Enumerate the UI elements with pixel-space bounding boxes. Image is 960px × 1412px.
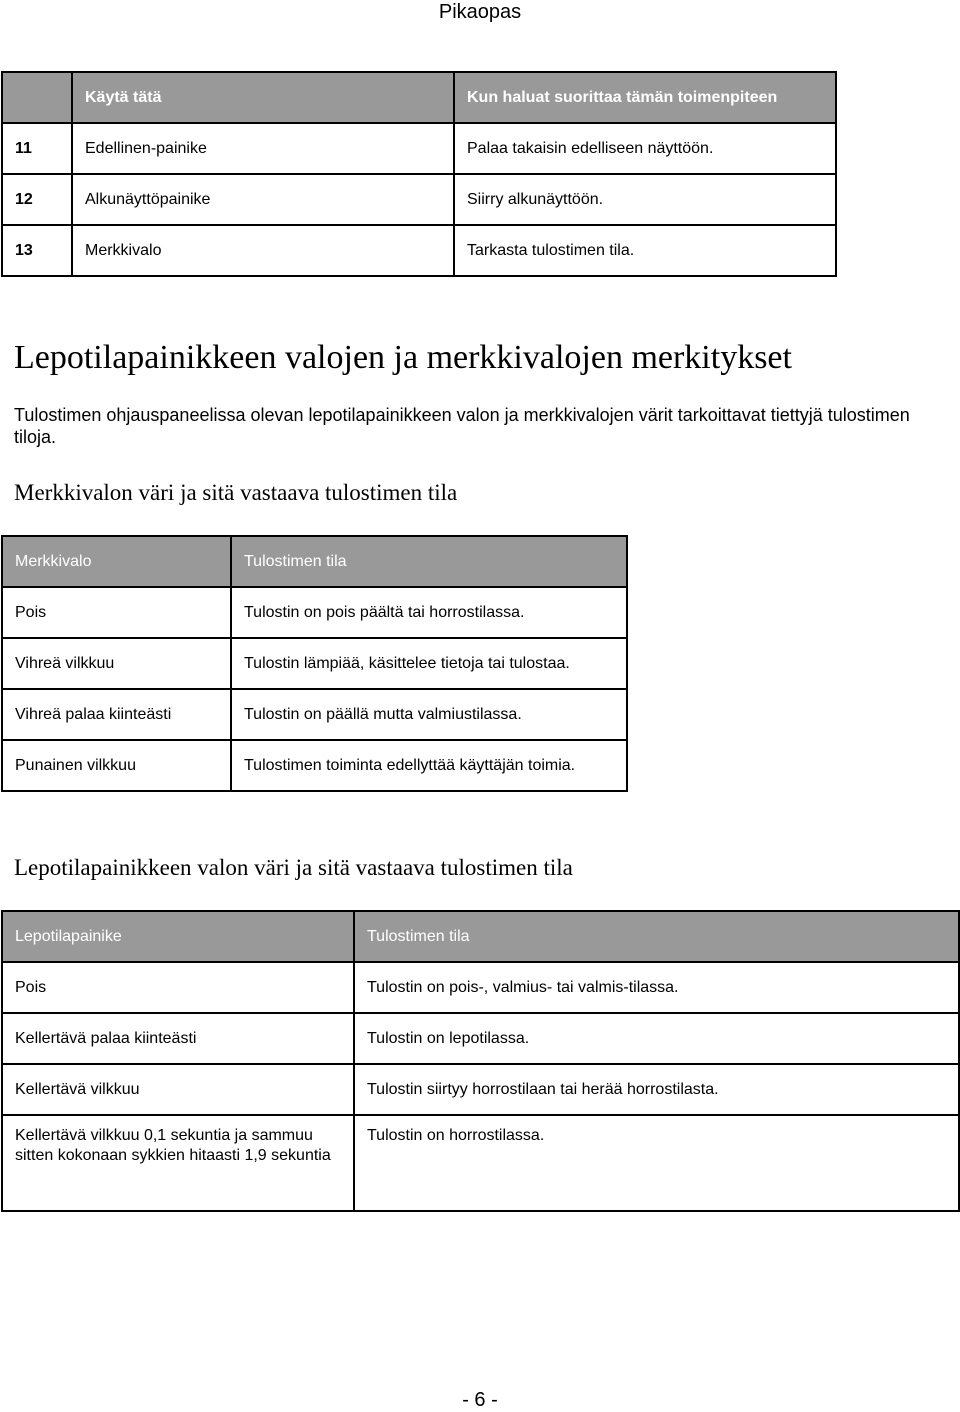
table-cell: Tarkasta tulostimen tila. [454, 225, 836, 276]
table-header-row [2, 72, 836, 123]
table-row [2, 689, 627, 740]
table-cell: Kellertävä vilkkuu [2, 1064, 354, 1115]
table-header-cell: Tulostimen tila [231, 536, 627, 587]
table-header-cell [2, 72, 72, 123]
table-cell: Tulostin on horrostilassa. [354, 1115, 959, 1211]
table-header-cell: Kun haluat suorittaa tämän toimenpiteen [454, 72, 836, 123]
table-row [2, 1013, 959, 1064]
table-row [2, 174, 836, 225]
indicator-light-table [1, 535, 628, 792]
table-cell: Kellertävä vilkkuu 0,1 sekuntia ja sammuu sitten kokonaan sykkien hitaasti 1,9 sekuntia [2, 1115, 354, 1211]
table-header-cell: Tulostimen tila [354, 911, 959, 962]
table-cell: Pois [2, 587, 231, 638]
table-cell: Vihreä palaa kiinteästi [2, 689, 231, 740]
section-title: Lepotilapainikkeen valojen ja merkkivalojen merkitykset [14, 339, 792, 376]
table-header-row [2, 536, 627, 587]
table-row [2, 1064, 959, 1115]
table-cell: Merkkivalo [72, 225, 454, 276]
table-cell: Tulostin on pois päältä tai horrostilassa. [231, 587, 627, 638]
table-cell: Tulostimen toiminta edellyttää käyttäjän toimia. [231, 740, 627, 791]
table-cell: Pois [2, 962, 354, 1013]
table-row [2, 740, 627, 791]
table-cell: Tulostin siirtyy horrostilaan tai herää horrostilasta. [354, 1064, 959, 1115]
table-header-row [2, 911, 959, 962]
table-row [2, 587, 627, 638]
row-number: 11 [2, 123, 72, 174]
table-cell: Edellinen-painike [72, 123, 454, 174]
table-cell: Tulostin on pois-, valmius- tai valmis-tilassa. [354, 962, 959, 1013]
table-row [2, 123, 836, 174]
table-cell: Kellertävä palaa kiinteästi [2, 1013, 354, 1064]
page-number: - 6 - [462, 1389, 498, 1411]
sleep-button-light-table [1, 910, 960, 1212]
table-row [2, 962, 959, 1013]
table-row [2, 1115, 959, 1211]
table-cell: Tulostin lämpiää, käsittelee tietoja tai tulostaa. [231, 638, 627, 689]
row-number: 13 [2, 225, 72, 276]
table-header-cell: Käytä tätä [72, 72, 454, 123]
indicator-table-title: Merkkivalon väri ja sitä vastaava tulostimen tila [14, 480, 458, 505]
sleep-button-table-title: Lepotilapainikkeen valon väri ja sitä vastaava tulostimen tila [14, 855, 573, 880]
table-header-cell: Merkkivalo [2, 536, 231, 587]
section-intro: Tulostimen ohjauspaneelissa olevan lepotilapainikkeen valon ja merkkivalojen värit tarkoittavat tiettyjä tulostimen tiloja. [14, 405, 910, 447]
table-cell: Palaa takaisin edelliseen näyttöön. [454, 123, 836, 174]
page-header: Pikaopas [438, 1, 522, 23]
button-function-table [1, 71, 837, 277]
table-cell: Siirry alkunäyttöön. [454, 174, 836, 225]
table-cell: Vihreä vilkkuu [2, 638, 231, 689]
table-cell: Tulostin on päällä mutta valmiustilassa. [231, 689, 627, 740]
table-row [2, 225, 836, 276]
table-cell: Tulostin on lepotilassa. [354, 1013, 959, 1064]
table-cell: Punainen vilkkuu [2, 740, 231, 791]
table-cell: Alkunäyttöpainike [72, 174, 454, 225]
row-number: 12 [2, 174, 72, 225]
table-header-cell: Lepotilapainike [2, 911, 354, 962]
table-row [2, 638, 627, 689]
